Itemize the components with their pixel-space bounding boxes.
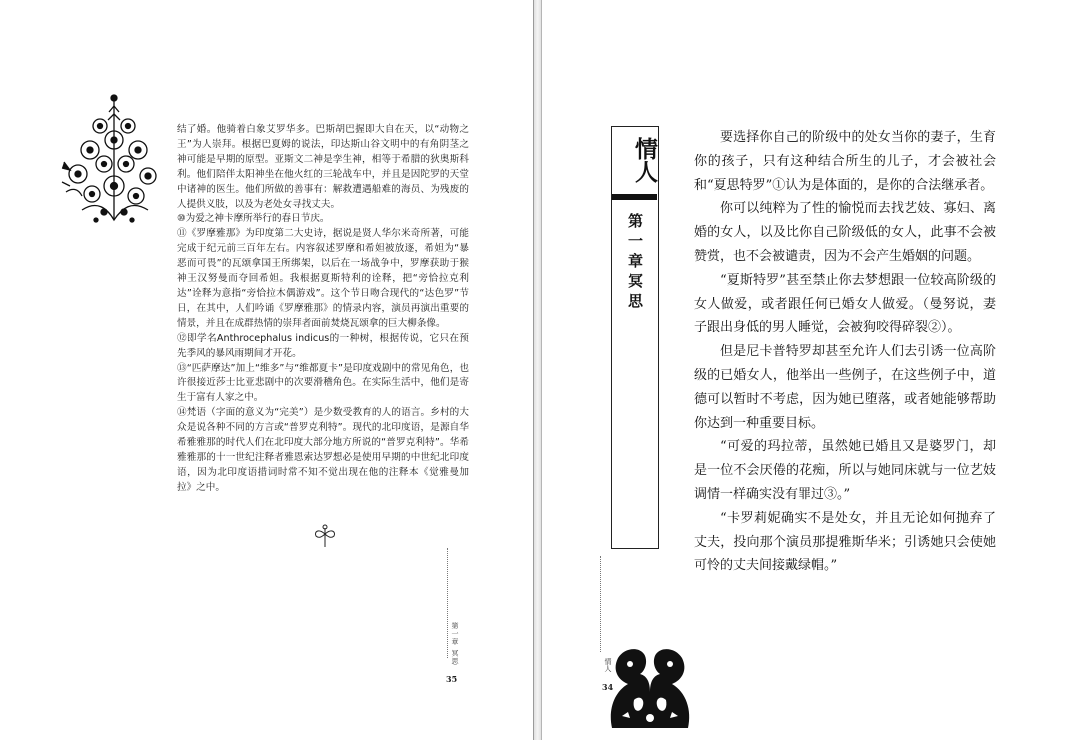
sprout-ornament-icon [310, 522, 340, 548]
running-head-rule [600, 556, 602, 652]
bird-ornament-icon [604, 640, 696, 728]
body-paragraph: “卡罗莉妮确实不是处女，并且无论如何抛弃了丈夫，投向那个演员那提雅斯华米；引诱她只会使她可怜的丈夫间接戴绿帽。” [694, 510, 996, 574]
body-paragraph: 要选择你自己的阶级中的处女当你的妻子，生育你的孩子，只有这种结合所生的儿子，才会被社会和“夏思特罗”①认为是体面的，是你的合法继承者。 [694, 130, 996, 193]
endnote-paragraph: ⑭梵语（字面的意义为“完美”）是少数受教育的人的语言。乡村的大众是说各种不同的方言或“普罗克利特”。现代的北印度语，是源自华希雅雅那的时代人们在北印度大部分地方所说的“普罗克利特”。华希雅雅那的十一世纪注释者雅恩索达罗想必是使用早期的中世纪北印度语，因为北印度语措词时常不知不觉出现在他的注释本《觉雅曼加拉》之中。 [177, 407, 469, 493]
endnote-paragraph: ⑩为爱之神卡摩所举行的春日节庆。 [177, 213, 330, 225]
endnote-paragraph: ⑫即学名Anthrocephalus indicus的一种树，根据传说，它只在预先季风的暴风雨期间才开花。 [177, 332, 469, 359]
endnotes [177, 123, 469, 496]
endnote-paragraph: 结了婚。他骑着白象艾罗华多。巴斯胡巴握即大自在天，以“动物之王”为人崇拜。根据巴夏姆的说法，印达斯山谷文明中的有角阴茎之神可能是早期的原型。亚斯文二神是孪生神，相等于希腊的狄奥斯科利。他们陪伴太阳神坐在他火红的三轮战车中，并且是因陀罗的天堂中诸神的医生。他们所做的善事有：解救遭遇船难的海员、为残废的人提供义肢，以及为老处女寻找丈夫。 [177, 124, 469, 210]
running-head: 情人 [604, 658, 612, 672]
gutter-line [533, 0, 534, 740]
chapter-title: 第一章冥思 [626, 213, 644, 313]
endnote-paragraph: ⑪《罗摩雅那》为印度第二大史诗，据说是贤人华尔米奇所著，可能完成于纪元前三百年左右。内容叙述罗摩和希妲被放逐，希妲为“暴恶而可畏”的瓦颂拿国王所绑架，以后在一场战争中，罗摩获助于猴神王汉努曼而夺回希妲。我根据夏斯特利的诠释，把“旁恰拉克利达”诠释为意指“旁恰拉木偶游戏”。这个节日吻合现代的“达色罗”节日，在其中，人们吟诵《罗摩雅那》的情录内容，演员再演出重要的情景，并且在成群热情的崇拜者面前焚烧瓦颂拿的巨大柳条像。 [177, 228, 469, 329]
book-title: 情人 [631, 137, 657, 183]
page-number: 34 [602, 682, 614, 692]
endnote-paragraph: ⑬“匹萨摩达”加上“维多”与“维都夏卡”是印度戏剧中的常见角色，也许很接近莎士比亚悲剧中的次要滑稽角色。在实际生活中，他们是寄生于富有人家之中。 [177, 362, 469, 404]
body-paragraph: 但是尼卡普特罗却甚至允许人们去引诱一位高阶级的已婚女人，他举出一些例子，在这些例子中，道德可以暂时不考虑，因为她已堕落，或者她能够帮助你达到一种重要目标。 [694, 344, 996, 431]
running-head: 第一章 冥思 [451, 622, 459, 666]
page-number: 35 [446, 674, 458, 684]
floral-ornament-icon [52, 92, 160, 227]
sidebar-rule [612, 194, 657, 200]
body-paragraph: “可爱的玛拉蒂，虽然她已婚且又是婆罗门，却是一位不会厌倦的花痴，所以与她同床就与一位艺妓调情一样确实没有罪过③。” [694, 439, 996, 502]
chapter-sidebar [611, 126, 659, 549]
right-page [542, 0, 1066, 740]
body-paragraph: 你可以纯粹为了性的愉悦而去找艺妓、寡妇、离婚的女人，以及比你自己阶级低的女人，此事不会被赞赏，也不会被谴责，因为不会产生婚姻的问题。 [694, 201, 996, 264]
body-paragraph: “夏斯特罗”甚至禁止你去梦想跟一位较高阶级的女人做爱，或者跟任何已婚女人做爱。（曼努说，妻子跟出身低的男人睡觉，会被狗咬得碎裂②）。 [694, 272, 996, 336]
body-text [694, 126, 996, 578]
